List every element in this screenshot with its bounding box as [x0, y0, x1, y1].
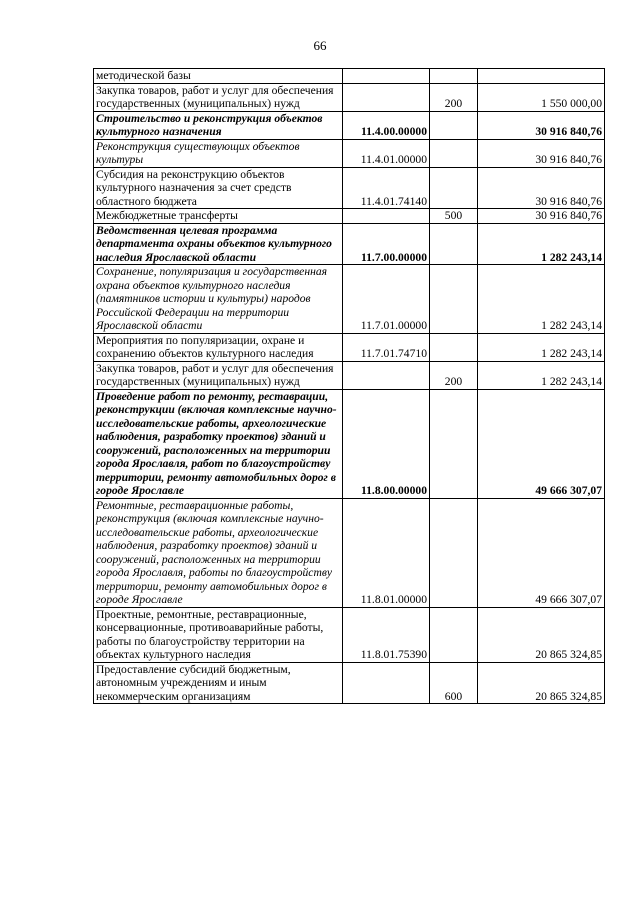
- row-name-cell: методической базы: [94, 69, 343, 84]
- row-sum-cell: 1 550 000,00: [478, 83, 605, 111]
- row-name-cell: Предоставление субсидий бюджетным, автономным учреждениям и иным некоммерческим организациям: [94, 662, 343, 704]
- row-code-cell: 11.7.01.00000: [343, 265, 430, 334]
- row-name-cell: Реконструкция существующих объектов культуры: [94, 139, 343, 167]
- row-expense-type-cell: 500: [430, 209, 478, 224]
- row-sum-cell: 30 916 840,76: [478, 167, 605, 209]
- row-sum-cell: 20 865 324,85: [478, 607, 605, 662]
- row-name-cell: Сохранение, популяризация и государственная охрана объектов культурного наследия (памятников истории и культуры) народов Российской Федерации на территории Ярославской области: [94, 265, 343, 334]
- row-sum-cell: 1 282 243,14: [478, 265, 605, 334]
- row-sum-cell: 49 666 307,07: [478, 498, 605, 607]
- row-expense-type-cell: [430, 498, 478, 607]
- row-name-cell: Закупка товаров, работ и услуг для обеспечения государственных (муниципальных) нужд: [94, 83, 343, 111]
- row-name-cell: Ремонтные, реставрационные работы, реконструкция (включая комплексные научно-исследовательские работы, археологические наблюдения, разработку проектов) зданий и сооружений, расположенных на территории города Ярославля, работы по благоустройству территории, ремонту автомобильных дорог в городе Ярославле: [94, 498, 343, 607]
- table-row: [94, 607, 605, 662]
- row-expense-type-cell: [430, 333, 478, 361]
- row-sum-cell: [478, 69, 605, 84]
- row-sum-cell: 1 282 243,14: [478, 361, 605, 389]
- row-expense-type-cell: [430, 69, 478, 84]
- row-code-cell: [343, 662, 430, 704]
- row-sum-cell: 1 282 243,14: [478, 223, 605, 265]
- table-row: [94, 662, 605, 704]
- budget-table-body: [94, 69, 605, 704]
- row-code-cell: 11.7.00.00000: [343, 223, 430, 265]
- row-code-cell: 11.4.01.74140: [343, 167, 430, 209]
- row-code-cell: 11.4.01.00000: [343, 139, 430, 167]
- table-row: [94, 389, 605, 498]
- row-name-cell: Проектные, ремонтные, реставрационные, консервационные, противоаварийные работы, работы по благоустройству территории на объектах культурного наследия: [94, 607, 343, 662]
- row-code-cell: [343, 209, 430, 224]
- table-row: [94, 265, 605, 334]
- table-row: [94, 69, 605, 84]
- table-row: [94, 333, 605, 361]
- row-code-cell: [343, 69, 430, 84]
- row-code-cell: 11.8.00.00000: [343, 389, 430, 498]
- row-expense-type-cell: [430, 389, 478, 498]
- table-row: [94, 83, 605, 111]
- row-expense-type-cell: [430, 607, 478, 662]
- row-expense-type-cell: 200: [430, 83, 478, 111]
- table-row: [94, 223, 605, 265]
- page-number: 66: [313, 38, 327, 53]
- row-name-cell: Закупка товаров, работ и услуг для обеспечения государственных (муниципальных) нужд: [94, 361, 343, 389]
- row-name-cell: Межбюджетные трансферты: [94, 209, 343, 224]
- row-expense-type-cell: [430, 111, 478, 139]
- table-row: [94, 167, 605, 209]
- row-code-cell: 11.4.00.00000: [343, 111, 430, 139]
- row-code-cell: 11.7.01.74710: [343, 333, 430, 361]
- row-code-cell: [343, 83, 430, 111]
- row-code-cell: 11.8.01.00000: [343, 498, 430, 607]
- table-row: [94, 111, 605, 139]
- row-code-cell: 11.8.01.75390: [343, 607, 430, 662]
- budget-table: [93, 68, 605, 704]
- row-name-cell: Субсидия на реконструкцию объектов культурного назначения за счет средств областного бюджета: [94, 167, 343, 209]
- row-sum-cell: 30 916 840,76: [478, 111, 605, 139]
- row-sum-cell: 1 282 243,14: [478, 333, 605, 361]
- table-row: [94, 139, 605, 167]
- row-name-cell: Мероприятия по популяризации, охране и сохранению объектов культурного наследия: [94, 333, 343, 361]
- row-expense-type-cell: 200: [430, 361, 478, 389]
- row-sum-cell: 30 916 840,76: [478, 139, 605, 167]
- row-expense-type-cell: [430, 223, 478, 265]
- row-sum-cell: 49 666 307,07: [478, 389, 605, 498]
- row-sum-cell: 20 865 324,85: [478, 662, 605, 704]
- table-row: [94, 498, 605, 607]
- row-name-cell: Ведомственная целевая программа департамента охраны объектов культурного наследия Ярославской области: [94, 223, 343, 265]
- row-expense-type-cell: 600: [430, 662, 478, 704]
- table-row: [94, 209, 605, 224]
- row-expense-type-cell: [430, 265, 478, 334]
- row-name-cell: Строительство и реконструкция объектов культурного назначения: [94, 111, 343, 139]
- row-sum-cell: 30 916 840,76: [478, 209, 605, 224]
- row-code-cell: [343, 361, 430, 389]
- row-name-cell: Проведение работ по ремонту, реставрации, реконструкции (включая комплексные научно-исследовательские работы, археологические наблюдения, разработку проектов) зданий и сооружений, расположенных на территории города Ярославля, работ по благоустройству территории, ремонту автомобильных дорог в городе Ярославле: [94, 389, 343, 498]
- row-expense-type-cell: [430, 139, 478, 167]
- row-expense-type-cell: [430, 167, 478, 209]
- table-row: [94, 361, 605, 389]
